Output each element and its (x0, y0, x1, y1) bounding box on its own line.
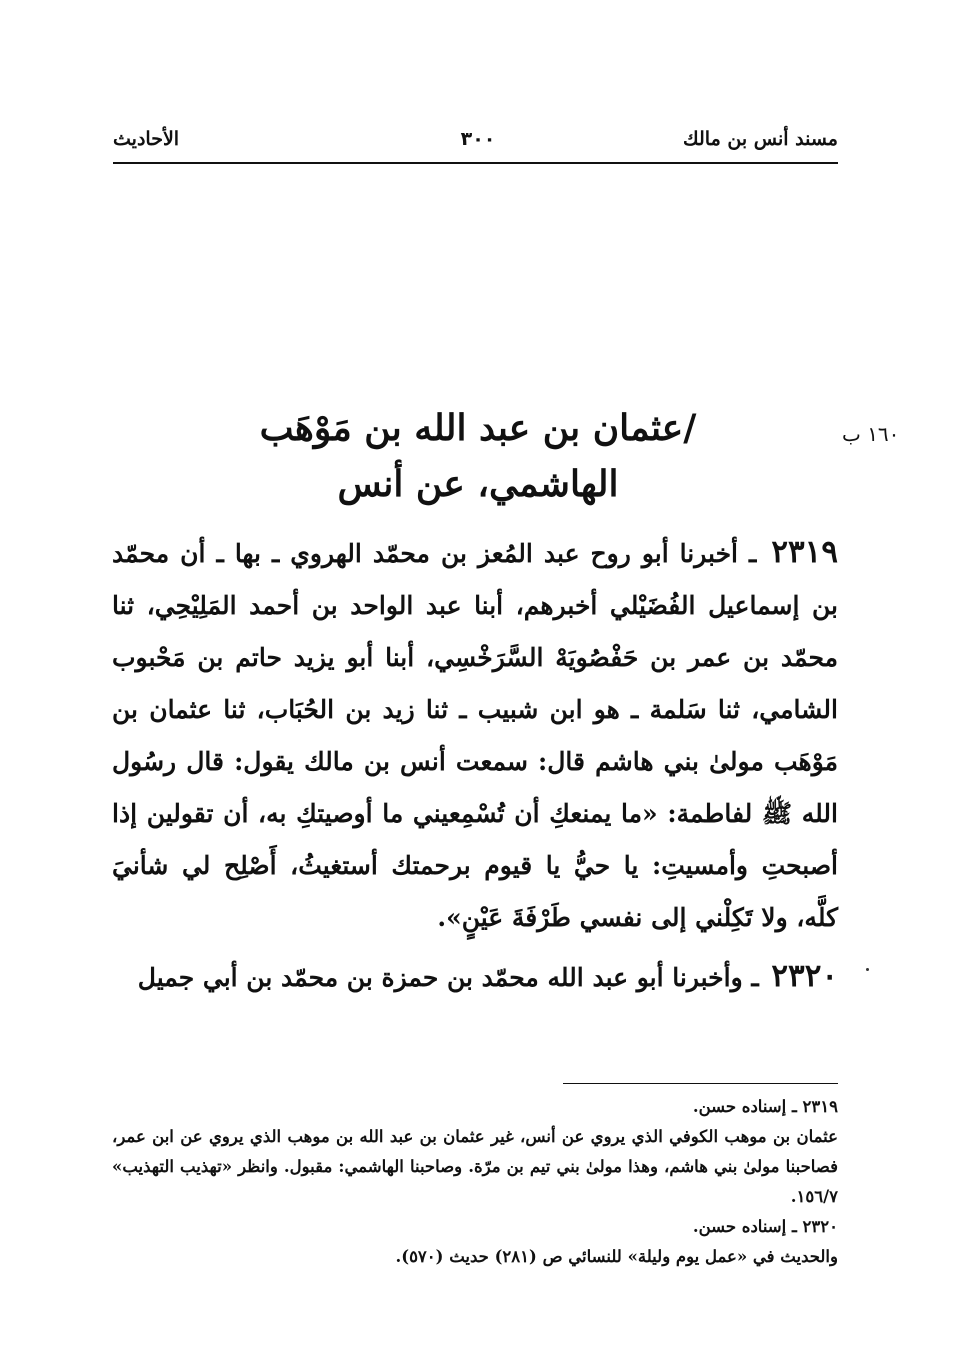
footnote-2319-heading: ٢٣١٩ ـ إسناده حسن. (692, 1097, 838, 1116)
header-page-number: ٣٠٠ (460, 128, 496, 150)
footnote-2320-body: والحديث في «عمل يوم وليلة» للنسائي ص (٢٨١) حديث (٥٧٠). (395, 1247, 838, 1266)
main-text (112, 526, 838, 1004)
chapter-title-line-2: الهاشمي، عن أنس (337, 463, 619, 505)
hadith-text: ـ وأخبرنا أبو عبد الله محمّد بن حمزة بن محمّد بن أبي جميل (137, 963, 759, 992)
hadith-2320 (112, 950, 838, 1004)
margin-mark (866, 968, 869, 971)
footnote-divider (563, 1083, 838, 1084)
header-section: الأحاديث (113, 128, 180, 150)
footnotes (112, 1092, 838, 1272)
chapter-title (180, 400, 776, 512)
hadith-text: ـ أخبرنا أبو روح عبد المُعز بن محمّد الهروي ـ بها ـ أن محمّد بن إسماعيل الفُضَيْلي أخبرهم، أبنا عبد الواحد بن أحمد المَلِيْحِي، ثنا محمّد بن عمر بن حَفْصُويَهْ السَّرَخْسِي، أبنا أبو يزيد حاتم بن مَحْبوب الشامي، ثنا سَلمة ـ هو ابن شبيب ـ ثنا زيد بن الحُبَاب، ثنا عثمان بن مَوْهَب مولىٰ بني هاشم قال: سمعت أنس بن مالك يقول: قال رسُول الله ﷺ لفاطمة: «ما يمنعكِ أن تُسْمِعيني ما أوصيتكِ به، أن تقولين إذا أصبحتِ وأمسيتِ: يا حيُّ يا قيوم برحمتك أستغيثُ، أَصْلِح لي شأنيَ كلَّه، ولا تَكِلْني إلى نفسي طَرْفَةَ عَيْنٍ». (112, 539, 838, 932)
hadith-2319 (112, 526, 838, 944)
header-divider (113, 162, 838, 164)
hadith-number: ٢٣١٩ (771, 534, 838, 570)
hadith-number: ٢٣٢٠ (771, 958, 838, 994)
footnote-2320-heading: ٢٣٢٠ ـ إسناده حسن. (692, 1217, 838, 1236)
header-book-title: مسند أنس بن مالك (683, 128, 838, 150)
chapter-title-line-1: /عثمان بن عبد الله بن مَوْهَب (259, 407, 697, 449)
footnote-2319-body: عثمان بن موهب الكوفي الذي يروي عن أنس، غير عثمان بن عبد الله بن موهب الذي يروي عن ابن عمر، فصاحبنا مولىٰ بني هاشم، وهذا مولىٰ بني تيم بن مرّة. وصاحبنا الهاشمي: مقبول. وانظر «تهذيب التهذيب» ١٥٦/٧. (112, 1127, 838, 1206)
manuscript-folio-note: ١٦٠ ب (842, 422, 900, 446)
